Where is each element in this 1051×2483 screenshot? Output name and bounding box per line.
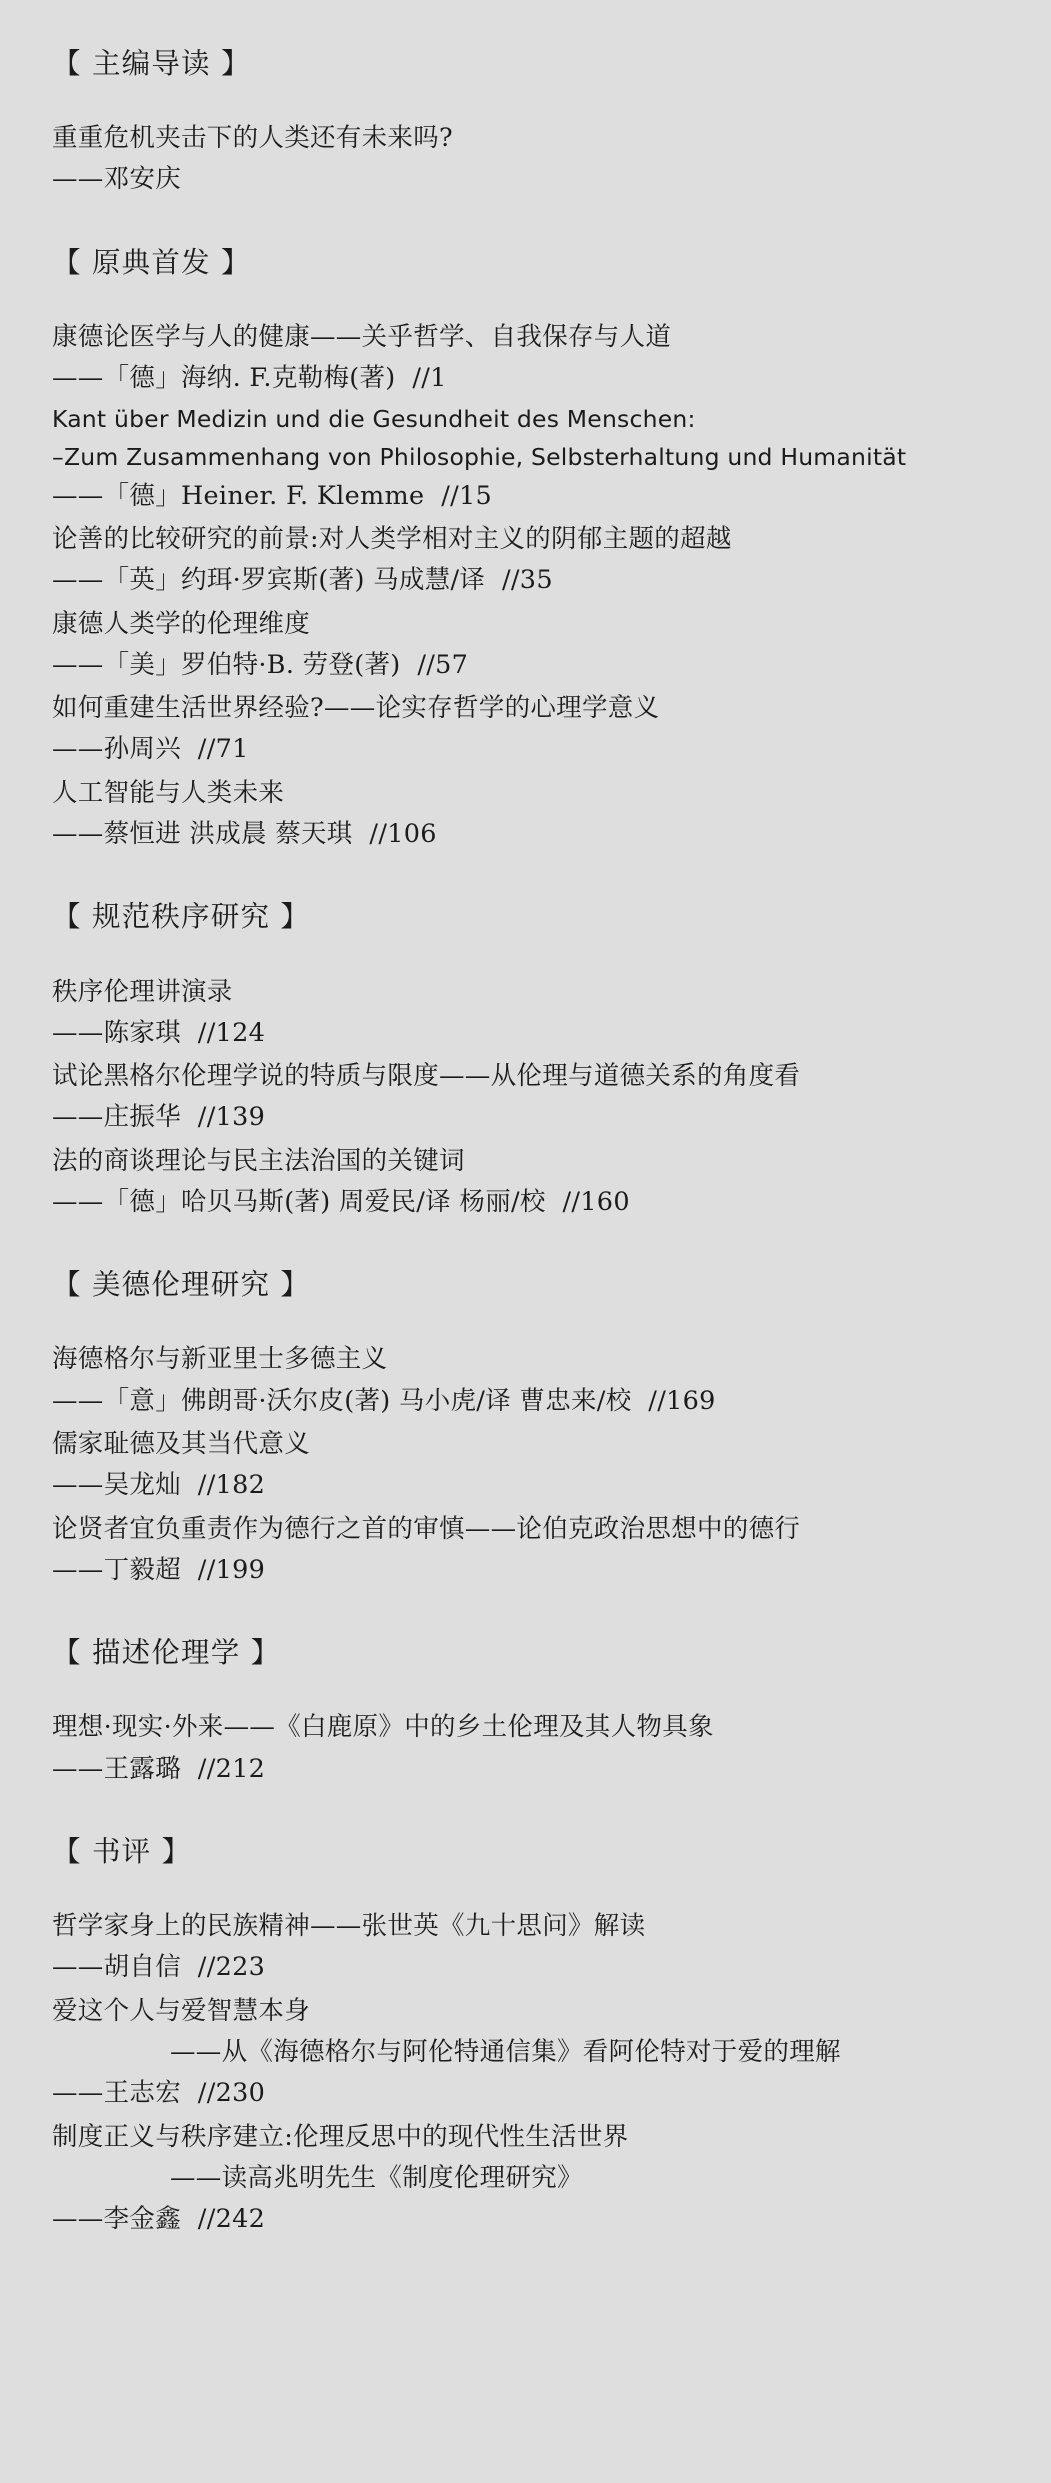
entry-author-page: ——「德」Heiner. F. Klemme //15	[52, 480, 493, 511]
spacer	[52, 857, 1005, 891]
sections-container	[52, 42, 1005, 2277]
toc-entry[interactable]	[52, 688, 1005, 771]
toc-entry[interactable]	[52, 1707, 1005, 1790]
entry-author-page: ——「英」约珥·罗宾斯(著) 马成慧/译 //35	[52, 565, 553, 596]
entry-author-page: ——陈家琪 //124	[52, 1017, 266, 1048]
section-heading: 【 书评 】	[52, 1835, 192, 1868]
entry-list	[52, 1906, 1005, 2240]
entry-list	[52, 317, 1005, 855]
entry-list	[52, 972, 1005, 1224]
entry-author-page: ——丁毅超 //199	[52, 1554, 266, 1585]
spacer	[52, 1685, 1005, 1707]
spacer	[52, 96, 1005, 118]
entry-title: 康德论医学与人的健康——关乎哲学、自我保存与人道	[52, 321, 672, 352]
entry-author-page: ——王志宏 //230	[52, 2078, 266, 2109]
entry-author-page: ——吴龙灿 //182	[52, 1470, 266, 1501]
spacer	[52, 1792, 1005, 1826]
entry-subtitle: ——读高兆明先生《制度伦理研究》	[170, 2162, 583, 2193]
entry-author-page: ——胡自信 //223	[52, 1952, 266, 1983]
entry-author-page: ——庄振华 //139	[52, 1102, 266, 1133]
entry-title: 人工智能与人类未来	[52, 777, 285, 808]
toc-section	[52, 895, 1005, 1259]
entry-author-page: ——王露璐 //212	[52, 1753, 266, 1784]
entry-title: 法的商谈理论与民主法治国的关键词	[52, 1145, 465, 1176]
entry-title: 重重危机夹击下的人类还有未来吗?	[52, 123, 453, 154]
entry-title: 哲学家身上的民族精神——张世英《九十思问》解读	[52, 1911, 646, 1942]
entry-title: 爱这个人与爱智慧本身	[52, 1995, 311, 2026]
entry-title: 儒家耻德及其当代意义	[52, 1429, 311, 1460]
spacer	[52, 295, 1005, 317]
entry-author-page: ——「德」哈贝马斯(著) 周爱民/译 杨丽/校 //160	[52, 1186, 630, 1217]
toc-entry[interactable]	[52, 604, 1005, 687]
toc-entry[interactable]	[52, 1424, 1005, 1507]
toc-section	[52, 42, 1005, 237]
toc-section	[52, 241, 1005, 892]
spacer	[52, 1593, 1005, 1627]
entry-subtitle: ——从《海德格尔与阿伦特通信集》看阿伦特对于爱的理解	[170, 2037, 841, 2068]
toc-entry[interactable]	[52, 1906, 1005, 1989]
toc-section	[52, 1631, 1005, 1826]
toc-entry[interactable]	[52, 773, 1005, 856]
entry-title: 理想·现实·外来——《白鹿原》中的乡土伦理及其人物具象	[52, 1712, 714, 1743]
entry-author-page: ——邓安庆	[52, 164, 182, 195]
toc-entry[interactable]	[52, 1141, 1005, 1224]
toc-entry[interactable]	[52, 2117, 1005, 2241]
entry-author-page: ——蔡恒进 洪成晨 蔡天琪 //106	[52, 819, 437, 850]
entry-title: 制度正义与秩序建立:伦理反思中的现代性生活世界	[52, 2121, 629, 2152]
entry-list	[52, 1707, 1005, 1790]
entry-title: 秩序伦理讲演录	[52, 976, 233, 1007]
entry-list	[52, 118, 1005, 201]
toc-entry[interactable]	[52, 1509, 1005, 1592]
entry-title: 康德人类学的伦理维度	[52, 608, 311, 639]
section-heading: 【 规范秩序研究 】	[52, 900, 311, 934]
toc-entry[interactable]	[52, 317, 1005, 517]
entry-author-page: ——「意」佛朗哥·沃尔皮(著) 马小虎/译 曹忠来/校 //169	[52, 1385, 716, 1416]
spacer	[52, 203, 1005, 237]
spacer	[52, 1317, 1005, 1339]
toc-entry[interactable]	[52, 1991, 1005, 2115]
toc-section	[52, 1263, 1005, 1627]
toc-entry[interactable]	[52, 972, 1005, 1055]
spacer	[52, 2243, 1005, 2277]
entry-title: 海德格尔与新亚里士多德主义	[52, 1344, 388, 1375]
section-heading: 【 描述伦理学 】	[52, 1636, 281, 1670]
spacer	[52, 950, 1005, 972]
toc-entry[interactable]	[52, 1339, 1005, 1422]
spacer	[52, 1225, 1005, 1259]
toc-entry[interactable]	[52, 118, 1005, 201]
entry-author-page: ——李金鑫 //242	[52, 2204, 266, 2235]
entry-title-latin: Kant über Medizin und die Gesundheit des Menschen:	[52, 404, 696, 433]
entry-author-page: ——「德」海纳. F.克勒梅(著) //1	[52, 363, 447, 394]
spacer	[52, 1884, 1005, 1906]
toc-entry[interactable]	[52, 519, 1005, 602]
entry-list	[52, 1339, 1005, 1591]
section-heading: 【 美德伦理研究 】	[52, 1268, 311, 1302]
section-heading: 【 原典首发 】	[52, 245, 251, 279]
toc-section	[52, 1830, 1005, 2277]
section-heading: 【 主编导读 】	[52, 47, 251, 80]
entry-title: 论善的比较研究的前景:对人类学相对主义的阴郁主题的超越	[52, 523, 732, 554]
entry-title: 如何重建生活世界经验?——论实存哲学的心理学意义	[52, 693, 660, 724]
entry-title: 论贤者宜负重责作为德行之首的审慎——论伯克政治思想中的德行	[52, 1513, 801, 1544]
entry-title-latin: –Zum Zusammenhang von Philosophie, Selbsterhaltung und Humanität	[52, 442, 907, 471]
entry-author-page: ——孙周兴 //71	[52, 734, 249, 765]
entry-title: 试论黑格尔伦理学说的特质与限度——从伦理与道德关系的角度看	[52, 1061, 801, 1092]
entry-author-page: ——「美」罗伯特·B. 劳登(著) //57	[52, 649, 469, 680]
toc-entry[interactable]	[52, 1056, 1005, 1139]
